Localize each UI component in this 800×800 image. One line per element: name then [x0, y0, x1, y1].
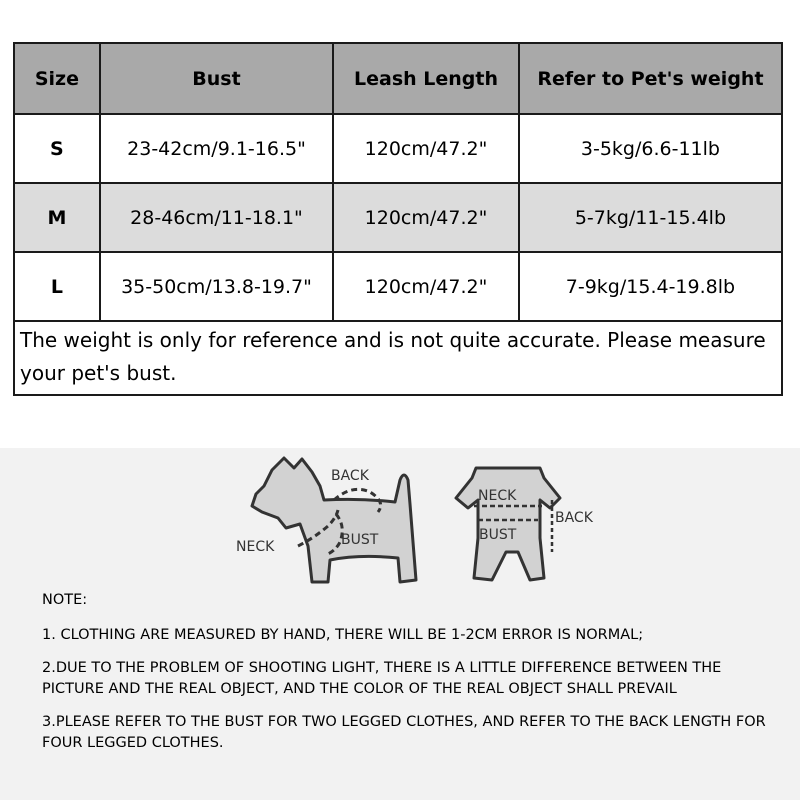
size-chart-table: [13, 42, 783, 396]
dog-bust-label: BUST: [341, 532, 379, 548]
leash-cell: 120cm/47.2": [333, 183, 519, 252]
table-header-row: [14, 43, 782, 114]
suit-illustration: [456, 468, 594, 580]
table-row: [14, 252, 782, 321]
dog-back-label: BACK: [331, 468, 369, 484]
bust-cell: 28-46cm/11-18.1": [100, 183, 333, 252]
table-note-row: [14, 321, 782, 395]
measurement-diagram: [0, 448, 800, 598]
size-cell: M: [14, 183, 100, 252]
dog-illustration: [236, 458, 416, 582]
weight-cell: 7-9kg/15.4-19.8lb: [519, 252, 782, 321]
note-item-1: 1. CLOTHING ARE MEASURED BY HAND, THERE WILL BE 1-2CM ERROR IS NORMAL;: [42, 627, 644, 643]
size-cell: S: [14, 114, 100, 183]
header-leash-length: Leash Length: [333, 43, 519, 114]
weight-cell: 3-5kg/6.6-11lb: [519, 114, 782, 183]
notes-heading: NOTE:: [42, 592, 88, 608]
table-row: [14, 183, 782, 252]
suit-back-label: BACK: [555, 510, 593, 526]
size-cell: L: [14, 252, 100, 321]
bust-cell: 23-42cm/9.1-16.5": [100, 114, 333, 183]
note-item-3: 3.PLEASE REFER TO THE BUST FOR TWO LEGGED CLOTHES, AND REFER TO THE BACK LENGTH FOR FOUR LEGGED CLOTHES.: [42, 714, 766, 751]
header-pet-weight: Refer to Pet's weight: [519, 43, 782, 114]
weight-cell: 5-7kg/11-15.4lb: [519, 183, 782, 252]
dog-neck-label: NECK: [236, 539, 275, 555]
header-bust: Bust: [100, 43, 333, 114]
suit-bust-label: BUST: [479, 527, 517, 543]
weight-disclaimer: The weight is only for reference and is not quite accurate. Please measure your pet's bust.: [14, 321, 782, 395]
leash-cell: 120cm/47.2": [333, 114, 519, 183]
suit-shape: [456, 468, 560, 580]
suit-neck-label: NECK: [478, 488, 517, 504]
notes-section: [42, 590, 782, 766]
bust-cell: 35-50cm/13.8-19.7": [100, 252, 333, 321]
header-size: Size: [14, 43, 100, 114]
note-item-2: 2.DUE TO THE PROBLEM OF SHOOTING LIGHT, THERE IS A LITTLE DIFFERENCE BETWEEN THE PICTURE AND THE REAL OBJECT, AND THE COLOR OF THE REAL OBJECT SHALL PREVAIL: [42, 660, 722, 697]
table-row: [14, 114, 782, 183]
leash-cell: 120cm/47.2": [333, 252, 519, 321]
